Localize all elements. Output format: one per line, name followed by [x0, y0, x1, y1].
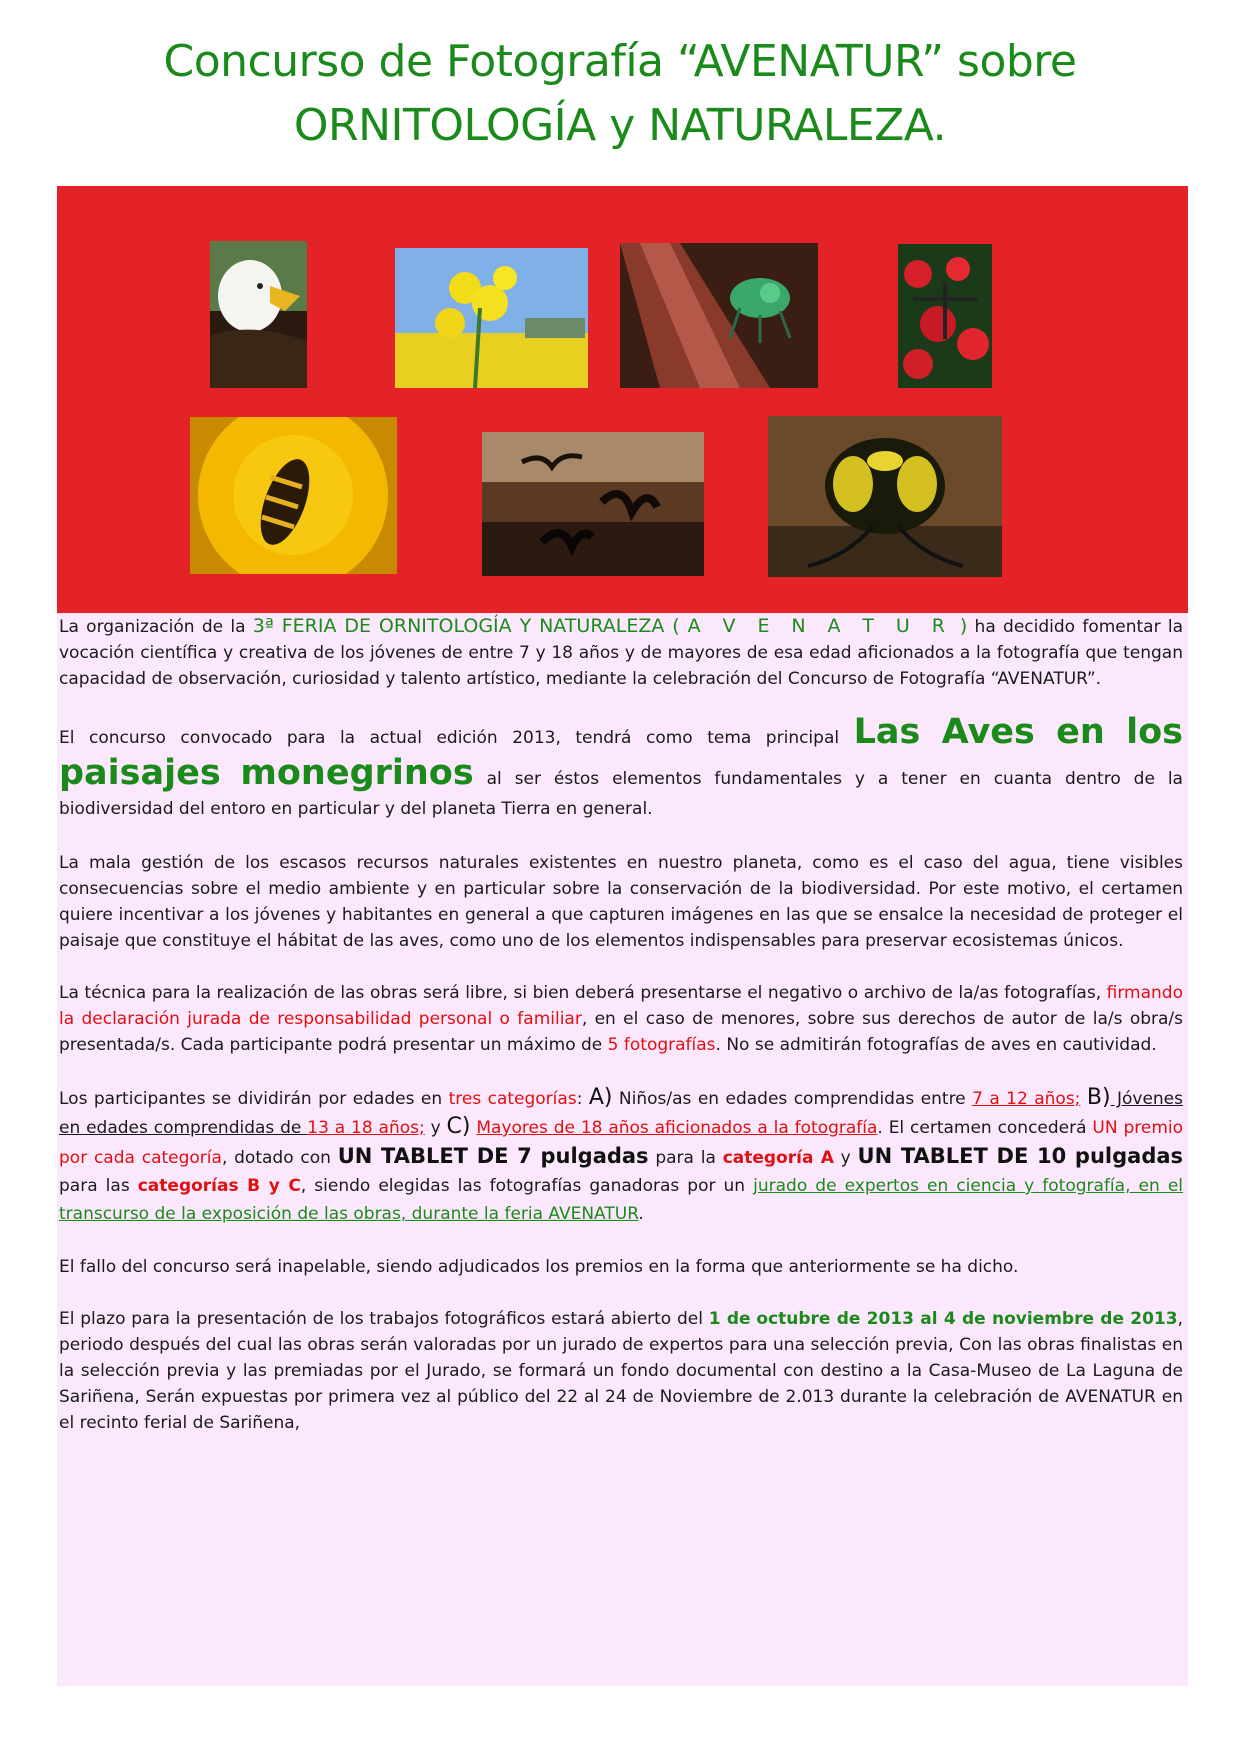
colon: : [576, 1089, 589, 1109]
prize-tablet-7: UN TABLET DE 7 pulgadas [337, 1144, 649, 1168]
category-a-text: Niños/as en edades comprendidas entre [612, 1089, 973, 1109]
max-photos: 5 fotografías [607, 1035, 716, 1055]
prize-para-las: para las [59, 1176, 138, 1196]
category-b-text: Jóvenes en edades comprendidas de [59, 1089, 1184, 1138]
paragraph-technique [59, 980, 1183, 1058]
birds-flying-water-photo [482, 432, 704, 576]
paragraph-motivation: La mala gestión de los escasos recursos naturales existentes en nuestro planeta, como es el caso del agua, tiene visibles consecuencias sobre el medio ambiente y en particular sobre la conservación de la biodiversidad. Por este motivo, el certamen quiere incentivar a los jóvenes y habitantes en general a que capturen imágenes en las que se ensalce la necesidad de proteger el paisaje que constituye el hábitat de las aves, como uno de los elementos indispensables para preservar ecosistemas únicos. [59, 853, 1183, 951]
category-b-ages: 13 a 18 años; [307, 1118, 425, 1138]
yellow-flowers-photo [395, 248, 588, 388]
prize-categories-bc: categorías B y C [137, 1176, 301, 1196]
technique-text-2: , en el caso de menores, sobre sus derechos de autor de la/s obra/s presentada/s. Cada participante podrá presentar un máximo de [59, 1009, 1184, 1055]
jury-text: jurado de expertos en ciencia y fotografía, en el transcurso de la exposición de las obras, durante la feria AVENATUR [59, 1176, 1184, 1224]
technique-text-3: . No se admitirán fotografías de aves en cautividad. [715, 1035, 1157, 1055]
paragraph-intro [59, 613, 1183, 692]
title-line-2: ORNITOLOGÍA y NATURALEZA. [293, 100, 947, 151]
categories-intro: Los participantes se dividirán por edades en [59, 1089, 449, 1109]
deadline-intro: El plazo para la presentación de los trabajos fotográficos estará abierto del [59, 1309, 709, 1329]
declaration-text: firmando la declaración jurada de responsabilidad personal o familiar [59, 983, 1183, 1029]
paragraph-categories [59, 1084, 1183, 1228]
technique-text: La técnica para la realización de las obras será libre, si bien deberá presentarse el negativo o archivo de la/as fotografías, [59, 983, 1107, 1003]
prize-intro: . El certamen concederá [877, 1118, 1093, 1138]
category-c-text: Mayores de 18 años aficionados a la fotografía [476, 1118, 878, 1138]
category-c-label: C) [446, 1114, 471, 1139]
wasp-closeup-photo [768, 416, 1002, 577]
body-text [59, 613, 1183, 1462]
prize-y: y [833, 1148, 858, 1168]
deadline-dates: octubre de 2013 al 4 de noviembre de 2013 [756, 1309, 1178, 1329]
feria-name: 3ª FERIA DE ORNITOLOGÍA Y NATURALEZA ( [252, 615, 688, 637]
three-categories: tres categorías [448, 1089, 577, 1109]
bald-eagle-photo [210, 241, 307, 388]
theme-intro: El concurso convocado para la actual edición 2013, tendrá como tema principal [59, 728, 854, 748]
deadline-rest: , periodo después del cual las obras serán valoradas por un jurado de expertos para una selección previa, Con las obras finalistas en la selección previa y las premiadas por el Jurado, se formará un fondo documental con destino a la Casa-Museo de La Laguna de Sariñena, Serán expuestas por primera vez al público del 22 al 24 de Noviembre de 2.013 durante la celebración de AVENATUR en el recinto ferial de Sariñena, [59, 1309, 1183, 1433]
category-a-ages: 7 a 12 años; [972, 1089, 1081, 1109]
prize-category-a: categoría A [722, 1148, 834, 1168]
page-title [0, 30, 1240, 158]
deadline-start: 1 de [708, 1309, 751, 1329]
category-b-label: B) [1086, 1085, 1111, 1110]
paragraph-theme [59, 712, 1183, 824]
prize-tablet-10: UN TABLET DE 10 pulgadas [857, 1144, 1184, 1168]
theme-rest: al ser éstos elementos fundamentales y a tener en cuanta dentro de la biodiversidad del entoro en particular y del planeta Tierra en general. [59, 769, 1183, 819]
paragraph-deadline [59, 1306, 1183, 1436]
theme-title: Las Aves en los paisajes monegrinos [59, 712, 1183, 793]
hoverfly-yellow-flower-photo [190, 417, 397, 574]
prize-dotado: , dotado con [221, 1148, 338, 1168]
green-beetle-photo [620, 243, 818, 388]
prize-per-category: UN premio por cada categoría [59, 1118, 1183, 1168]
dragonfly-red-flower-photo [898, 244, 992, 388]
and-text: y [424, 1118, 447, 1138]
winners-text: , siendo elegidas las fotografías ganadoras por un [300, 1176, 754, 1196]
intro-text: La organización de la [59, 617, 253, 637]
title-line-1: Concurso de Fotografía “AVENATUR” sobre [163, 36, 1077, 87]
feria-close: ) [951, 615, 968, 637]
paragraph-verdict: El fallo del concurso será inapelable, siendo adjudicados los premios en la forma que anteriormente se ha dicho. [59, 1257, 1019, 1277]
category-a-label: A) [588, 1085, 613, 1110]
categories-end: . [638, 1204, 644, 1224]
avenatur-spaced: A V E N A T U R [687, 615, 952, 637]
prize-para: para la [648, 1148, 723, 1168]
intro-text-rest: ha decidido fomentar la vocación científica y creativa de los jóvenes de entre 7 y 18 años y de mayores de esa edad aficionados a la fotografía que tengan capacidad de observación, curiosidad y talento artístico, mediante la celebración del Concurso de Fotografía “AVENATUR”. [59, 617, 1184, 689]
